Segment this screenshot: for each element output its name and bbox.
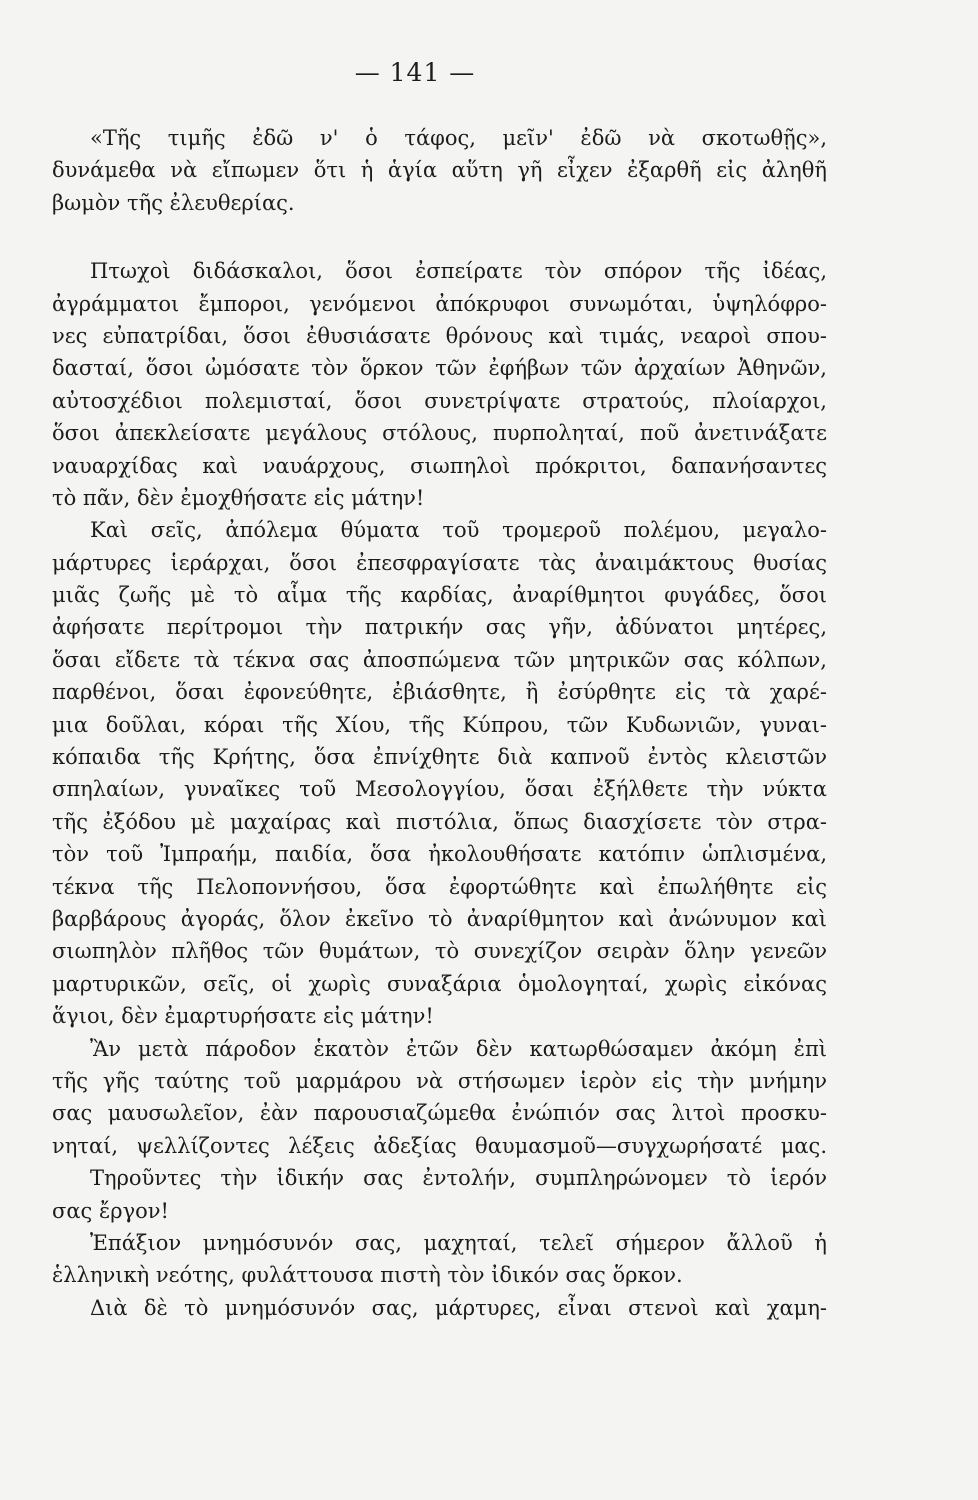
text-line: Διὰ δὲ τὸ μνημόσυνόν σας, μάρτυρες, εἶναι στενοὶ καὶ χαμη- [90, 1295, 827, 1320]
text-line: σας μαυσωλεῖον, ἐὰν παρουσιαζώμεθα ἐνώπιόν σας λιτοὶ προσκυ- [52, 1101, 827, 1126]
paragraph-gap [52, 219, 827, 255]
page-number: — 141 — [354, 58, 476, 87]
text-line: ναυαρχίδας καὶ ναυάρχους, σιωπηλοὶ πρόκριτοι, δαπανήσαντες [52, 453, 827, 478]
text-line: ἅγιοι, δὲν ἐμαρτυρήσατε εἰς μάτην! [52, 1004, 434, 1029]
text-line: βωμὸν τῆς ἐλευθερίας. [52, 190, 295, 215]
text-line: τῆς ἐξόδου μὲ μαχαίρας καὶ πιστόλια, ὅπως διασχίσετε τὸν στρα- [52, 809, 827, 834]
text-line: μια δοῦλαι, κόραι τῆς Χίου, τῆς Κύπρου, τῶν Κυδωνιῶν, γυναι- [52, 712, 827, 737]
text-line: μάρτυρες ἱεράρχαι, ὅσοι ἐπεσφραγίσατε τὰς ἀναιμάκτους θυσίας [52, 550, 827, 575]
text-line: ἀγράμματοι ἔμποροι, γενόμενοι ἀπόκρυφοι συνωμόται, ὑψηλόφρο- [52, 291, 827, 316]
text-line: βαρβάρους ἀγοράς, ὅλον ἐκεῖνο τὸ ἀναρίθμητον καὶ ἀνώνυμον καὶ [52, 906, 827, 931]
text-line: ὅσαι εἴδετε τὰ τέκνα σας ἀποσπώμενα τῶν μητρικῶν σας κόλπων, [52, 647, 827, 672]
paragraph [52, 1162, 827, 1227]
paragraph [52, 122, 827, 219]
text-line: δυνάμεθα νὰ εἴπωμεν ὅτι ἡ ἁγία αὕτη γῆ εἶχεν ἐξαρθῆ εἰς ἀληθῆ [52, 158, 827, 183]
text-line: Ἂν μετὰ πάροδον ἑκατὸν ἐτῶν δὲν κατωρθώσαμεν ἀκόμη ἐπὶ [90, 1036, 827, 1061]
body-text [52, 122, 827, 1324]
text-line: ὅσοι ἀπεκλείσατε μεγάλους στόλους, πυρποληταί, ποῦ ἀνετινάξατε [52, 421, 827, 446]
paragraph [52, 1033, 827, 1163]
text-line: δασταί, ὅσοι ὠμόσατε τὸν ὅρκον τῶν ἐφήβων τῶν ἀρχαίων Ἀθηνῶν, [52, 356, 827, 381]
text-line: τὸν τοῦ Ἰμπραήμ, παιδία, ὅσα ἠκολουθήσατε κατόπιν ὡπλισμένα, [52, 842, 827, 867]
text-line: ἀφήσατε περίτρομοι τὴν πατρικήν σας γῆν, ἀδύνατοι μητέρες, [52, 615, 827, 640]
text-line: Τηροῦντες τὴν ἰδικήν σας ἐντολήν, συμπληρώνομεν τὸ ἱερόν [90, 1166, 827, 1191]
text-line: σας ἔργον! [52, 1198, 169, 1223]
text-line: μαρτυρικῶν, σεῖς, οἱ χωρὶς συναξάρια ὁμολογηταί, χωρὶς εἰκόνας [52, 971, 827, 996]
text-line: ἑλληνικὴ νεότης, φυλάττουσα πιστὴ τὸν ἰδικόν σας ὅρκον. [52, 1263, 683, 1288]
text-line: Καὶ σεῖς, ἀπόλεμα θύματα τοῦ τρομεροῦ πολέμου, μεγαλο- [90, 518, 827, 543]
text-line: νες εὐπατρίδαι, ὅσοι ἐθυσιάσατε θρόνους καὶ τιμάς, νεαροὶ σπου- [52, 323, 827, 348]
paragraph [52, 255, 827, 514]
text-line: κόπαιδα τῆς Κρήτης, ὅσα ἐπνίχθητε διὰ καπνοῦ ἐντὸς κλειστῶν [52, 745, 827, 770]
text-line: σπηλαίων, γυναῖκες τοῦ Μεσολογγίου, ὅσαι ἐξήλθετε τὴν νύκτα [52, 777, 827, 802]
text-line: Πτωχοὶ διδάσκαλοι, ὅσοι ἐσπείρατε τὸν σπόρον τῆς ἰδέας, [90, 259, 827, 284]
text-line: μιᾶς ζωῆς μὲ τὸ αἷμα τῆς καρδίας, ἀναρίθμητοι φυγάδες, ὅσοι [52, 583, 827, 608]
text-line: τῆς γῆς ταύτης τοῦ μαρμάρου νὰ στήσωμεν ἱερὸν εἰς τὴν μνήμην [52, 1068, 827, 1093]
text-line: αὐτοσχέδιοι πολεμισταί, ὅσοι συνετρίψατε στρατούς, πλοίαρχοι, [52, 388, 827, 413]
text-line: τέκνα τῆς Πελοποννήσου, ὅσα ἐφορτώθητε καὶ ἐπωλήθητε εἰς [52, 874, 827, 899]
paragraph [52, 1227, 827, 1292]
text-line: τὸ πᾶν, δὲν ἐμοχθήσατε εἰς μάτην! [52, 485, 425, 510]
text-line: νηταί, ψελλίζοντες λέξεις ἀδεξίας θαυμασμοῦ—συγχωρήσατέ μας. [52, 1133, 827, 1158]
paragraph [52, 1292, 827, 1324]
paragraph [52, 514, 827, 1032]
text-line: Ἐπάξιον μνημόσυνόν σας, μαχηταί, τελεῖ σήμερον ἄλλοῦ ἡ [90, 1230, 827, 1255]
text-line: σιωπηλὸν πλῆθος τῶν θυμάτων, τὸ συνεχίζον σειρὰν ὅλην γενεῶν [52, 939, 827, 964]
text-line: παρθένοι, ὅσαι ἐφονεύθητε, ἐβιάσθητε, ἢ ἐσύρθητε εἰς τὰ χαρέ- [52, 680, 827, 705]
text-line: «Τῆς τιμῆς ἐδῶ ν' ὁ τάφος, μεῖν' ἐδῶ νὰ σκοτωθῇς», [90, 126, 827, 150]
